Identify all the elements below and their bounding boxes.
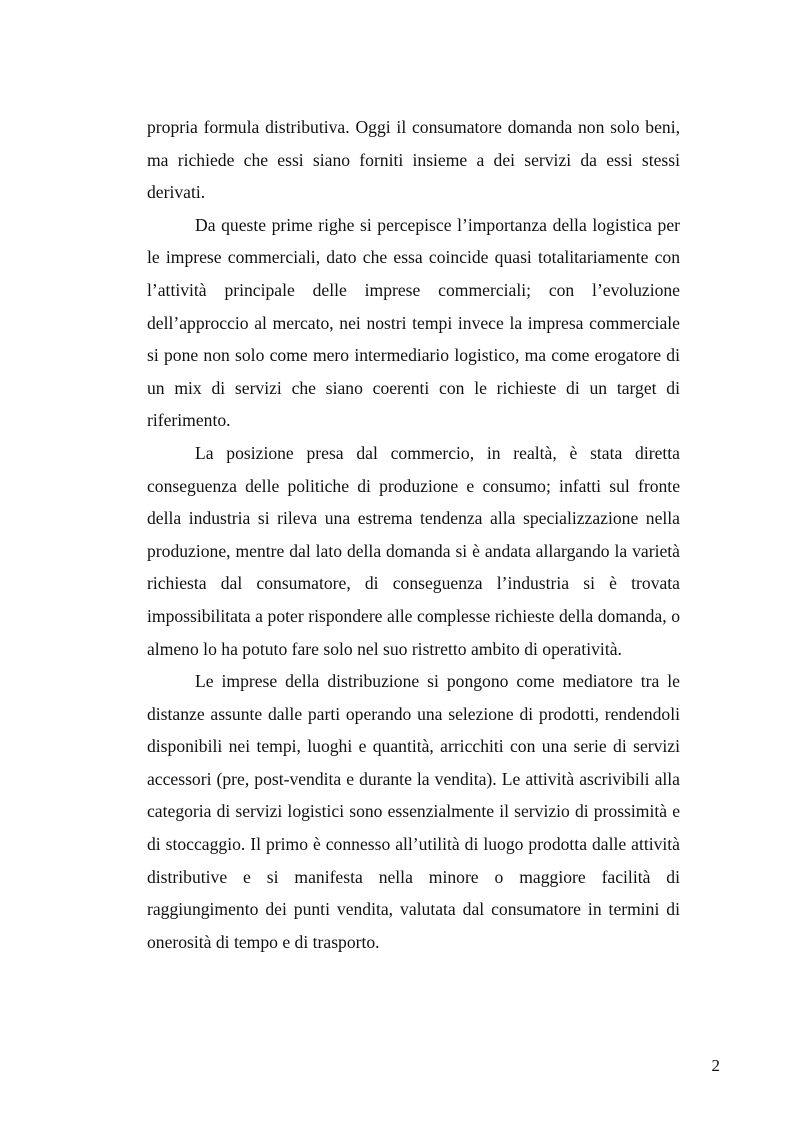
paragraph-4: Le imprese della distribuzione si pongono come mediatore tra le distanze assunte dalle parti operando una selezione di prodotti, rendendoli disponibili nei tempi, luoghi e quantità, arricchiti con una serie di servizi accessori (pre, post-vendita e durante la vendita). Le attività ascrivibili alla categoria di servizi logistici sono essenzialmente il servizio di prossimità e di stoccaggio. Il primo è connesso all’utilità di luogo prodotta dalle attività distributive e si manifesta nella minore o maggiore facilità di raggiungimento dei punti vendita, valutata dal consumatore in termini di onerosità di tempo e di trasporto.	[147, 671, 680, 952]
paragraph-1: propria formula distributiva. Oggi il consumatore domanda non solo beni, ma richiede che essi siano forniti insieme a dei servizi da essi stessi derivati.	[147, 117, 680, 203]
page-number: 2	[711, 1056, 720, 1075]
paragraph-2: Da queste prime righe si percepisce l’importanza della logistica per le imprese commerciali, dato che essa coincide quasi totalitariamente con l’attività principale delle imprese commerciali; con l’evoluzione dell’approccio al mercato, nei nostri tempi invece la impresa commerciale si pone non solo come mero intermediario logistico, ma come erogatore di un mix di servizi che siano coerenti con le richieste di un target di riferimento.	[147, 214, 680, 431]
paragraph-3: La posizione presa dal commercio, in realtà, è stata diretta conseguenza delle politiche di produzione e consumo; infatti sul fronte della industria si rileva una estrema tendenza alla specializzazione nella produzione, mentre dal lato della domanda si è andata allargando la varietà richiesta dal consumatore, di conseguenza l’industria si è trovata impossibilitata a poter rispondere alle complesse richieste della domanda, o almeno lo ha potuto fare solo nel suo ristretto ambito di operatività.	[147, 442, 680, 659]
body-text	[147, 111, 680, 958]
